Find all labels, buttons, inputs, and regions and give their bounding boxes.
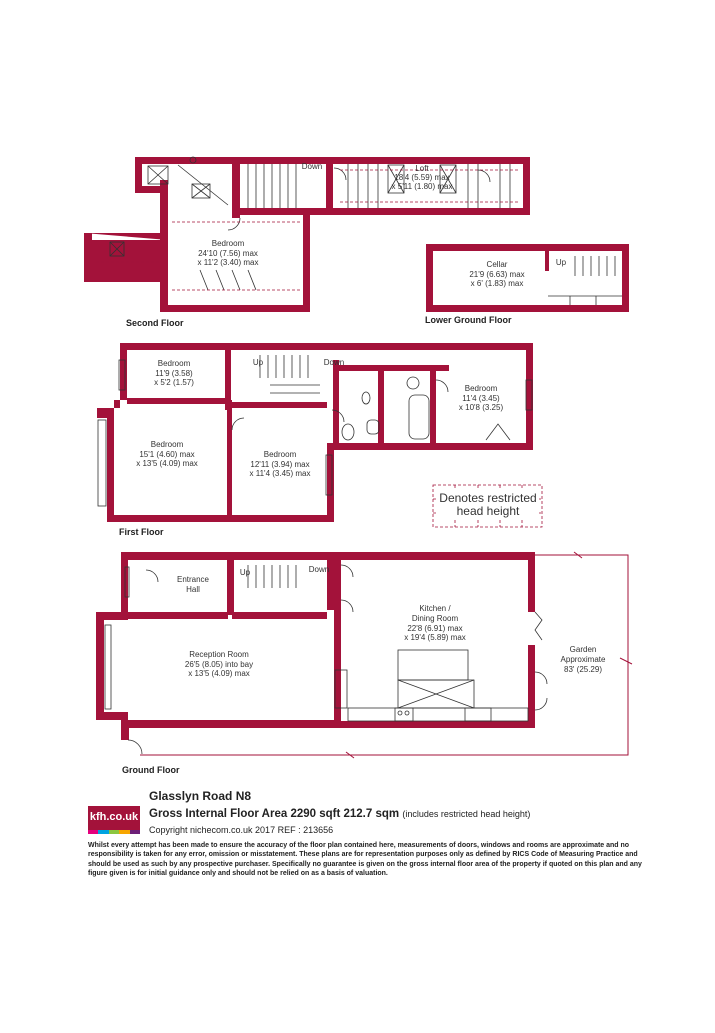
kfh-logo: [88, 806, 140, 834]
cellar-dim2: x 6' (1.83) max: [470, 279, 524, 288]
reception-dim1: 26'5 (8.05) into bay: [184, 660, 254, 669]
logo-stripe: [98, 830, 108, 834]
kitchen-name1: Kitchen /: [419, 604, 451, 613]
kitchen-name2: Dining Room: [411, 614, 459, 623]
kitchen-dim1: 22'8 (6.91) max: [407, 624, 463, 633]
logo-stripe: [109, 830, 119, 834]
ground-floor: [96, 552, 632, 775]
ground-up-label: Up: [239, 568, 251, 577]
hall-name1: Entrance: [176, 575, 210, 584]
ground-down-label: Down: [308, 565, 330, 574]
logo-stripe: [130, 830, 140, 834]
second-floor: [84, 157, 530, 328]
copyright: Copyright nichecom.co.uk 2017 REF : 213656: [149, 825, 334, 835]
hall-name2: Hall: [186, 585, 200, 594]
second-bedroom-name: Bedroom: [211, 239, 245, 248]
loft-name: Loft: [415, 164, 429, 173]
logo-stripe: [119, 830, 129, 834]
logo-stripe: [88, 830, 98, 834]
legend-line2: head height: [456, 504, 520, 518]
reception-name: Reception Room: [189, 650, 249, 659]
legend-line1: Denotes restricted: [439, 491, 537, 505]
bedroom-small-dim1: 11'9 (3.58): [155, 369, 193, 378]
second-bedroom-dim2: x 11'2 (3.40) max: [197, 258, 259, 267]
cellar-name: Cellar: [486, 260, 508, 269]
logo-stripes: [88, 830, 140, 834]
ground-floor-label: Ground Floor: [122, 765, 180, 775]
bedroom-front-dim2: x 13'5 (4.09) max: [136, 459, 198, 468]
bedroom-rear-name: Bedroom: [464, 384, 498, 393]
logo-text: kfh.co.uk: [89, 811, 139, 823]
disclaimer: Whilst every attempt has been made to ensure the accuracy of the floor plan contained here, measurements of doors, windows and rooms are approximate and no responsibility is taken for any error, omission or misstatement. These plans are for representation purposes only as defined by RICS Code of Measuring Practice and should be used as such by any prospective purchaser. Specifically no guarantee is given on the gross internal floor area of the property if quoted on this plan and any figure given is for initial guidance only and should not be relied on as a basis of valuation.: [88, 842, 642, 878]
bedroom-rear-dim2: x 10'8 (3.25): [458, 403, 504, 412]
bedroom-front-name: Bedroom: [150, 440, 184, 449]
floor-area-text: Gross Internal Floor Area 2290 sqft 212.7 sqm: [149, 808, 400, 820]
second-bedroom-dim1: 24'10 (7.56) max: [198, 249, 258, 258]
restricted-height-legend: [433, 485, 542, 527]
garden-name2: Approximate: [560, 655, 606, 664]
lower-ground-floor-label: Lower Ground Floor: [425, 315, 512, 325]
cellar-dim1: 21'9 (6.63) max: [469, 270, 525, 279]
reception-dim2: x 13'5 (4.09) max: [188, 669, 250, 678]
first-floor-label: First Floor: [119, 527, 164, 537]
bedroom-front-dim1: 15'1 (4.60) max: [139, 450, 195, 459]
garden-dim1: 83' (25.29): [564, 665, 602, 674]
bedroom-rear-dim1: 11'4 (3.45): [462, 394, 500, 403]
floor-area: [149, 808, 530, 820]
garden-name1: Garden: [569, 645, 597, 654]
second-floor-label: Second Floor: [126, 318, 184, 328]
bedroom-small-dim2: x 5'2 (1.57): [154, 378, 194, 387]
first-down-label: Down: [323, 358, 345, 367]
property-address: Glasslyn Road N8: [149, 789, 252, 803]
bedroom-small-name: Bedroom: [157, 359, 191, 368]
kitchen-dim2: x 19'4 (5.89) max: [404, 633, 466, 642]
floor-area-note: (includes restricted head height): [402, 809, 531, 819]
first-up-label: Up: [252, 358, 264, 367]
loft-dim1: 18'4 (5.59) max: [394, 173, 450, 182]
bedroom-middle-name: Bedroom: [263, 450, 297, 459]
lower-ground-floor: [425, 244, 629, 325]
bedroom-middle-dim1: 12'11 (3.94) max: [250, 460, 310, 469]
loft-dim2: x 5'11 (1.80) max: [391, 182, 453, 191]
cellar-up-label: Up: [555, 258, 567, 267]
bedroom-middle-dim2: x 11'4 (3.45) max: [249, 469, 311, 478]
second-floor-down-label: Down: [301, 162, 323, 171]
